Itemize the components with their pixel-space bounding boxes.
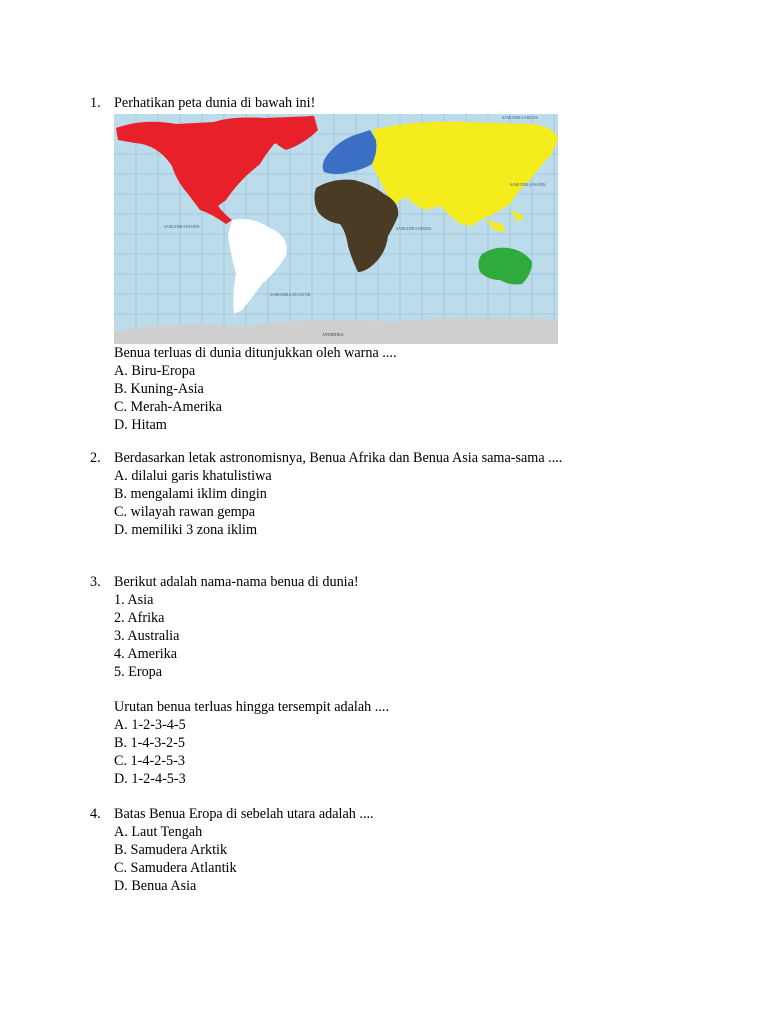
- question-4: [90, 806, 728, 896]
- question-number: 4.: [90, 806, 101, 822]
- question-3: [90, 574, 728, 789]
- question-text: Perhatikan peta dunia di bawah ini!: [114, 95, 316, 111]
- label-pacific-west: SAMUDERA PASIFIK: [164, 224, 201, 229]
- question-number: 1.: [90, 95, 101, 111]
- question-number: 2.: [90, 450, 101, 466]
- option-c: C. Samudera Atlantik: [114, 859, 237, 876]
- list-item: 1. Asia: [114, 591, 154, 608]
- option-b: B. mengalami iklim dingin: [114, 485, 267, 502]
- option-d: D. 1-2-4-5-3: [114, 771, 186, 788]
- option-a: A. Laut Tengah: [114, 823, 203, 840]
- option-c: C. 1-4-2-5-3: [114, 753, 185, 770]
- option-a: A. dilalui garis khatulistiwa: [114, 467, 272, 484]
- label-arctic: SAMUDERA ARKTIK: [502, 115, 539, 120]
- question-text: Batas Benua Eropa di sebelah utara adalah ....: [114, 806, 374, 822]
- option-b: B. Samudera Arktik: [114, 841, 228, 858]
- question-prompt: Benua terluas di dunia ditunjukkan oleh warna ....: [114, 344, 397, 361]
- option-b: B. Kuning-Asia: [114, 380, 204, 397]
- label-pacific-east: SAMUDERA PASIFIK: [510, 182, 547, 187]
- option-c: C. wilayah rawan gempa: [114, 503, 256, 520]
- question-number: 3.: [90, 574, 101, 590]
- option-d: D. memiliki 3 zona iklim: [114, 521, 258, 538]
- question-text: Berdasarkan letak astronomisnya, Benua Afrika dan Benua Asia sama-sama ....: [114, 450, 563, 466]
- question-prompt: Urutan benua terluas hingga tersempit adalah ....: [114, 699, 389, 716]
- question-2: [90, 450, 728, 540]
- world-map: [114, 114, 558, 344]
- option-d: D. Benua Asia: [114, 877, 197, 894]
- list-item: 4. Amerika: [114, 645, 178, 662]
- question-1: [90, 95, 728, 434]
- option-a: A. 1-2-3-4-5: [114, 717, 186, 734]
- question-text: Berikut adalah nama-nama benua di dunia!: [114, 574, 359, 590]
- label-indian: SAMUDERA HINDIA: [396, 226, 432, 231]
- label-antarctica: ANTARTIKA: [322, 332, 344, 337]
- label-atlantic: SAMUDERA ATLANTIK: [270, 292, 311, 297]
- list-item: 5. Eropa: [114, 663, 163, 680]
- option-b: B. 1-4-3-2-5: [114, 735, 185, 752]
- option-c: C. Merah-Amerika: [114, 398, 222, 415]
- list-item: 3. Australia: [114, 627, 180, 644]
- list-item: 2. Afrika: [114, 609, 165, 626]
- option-d: D. Hitam: [114, 416, 167, 433]
- option-a: A. Biru-Eropa: [114, 362, 196, 379]
